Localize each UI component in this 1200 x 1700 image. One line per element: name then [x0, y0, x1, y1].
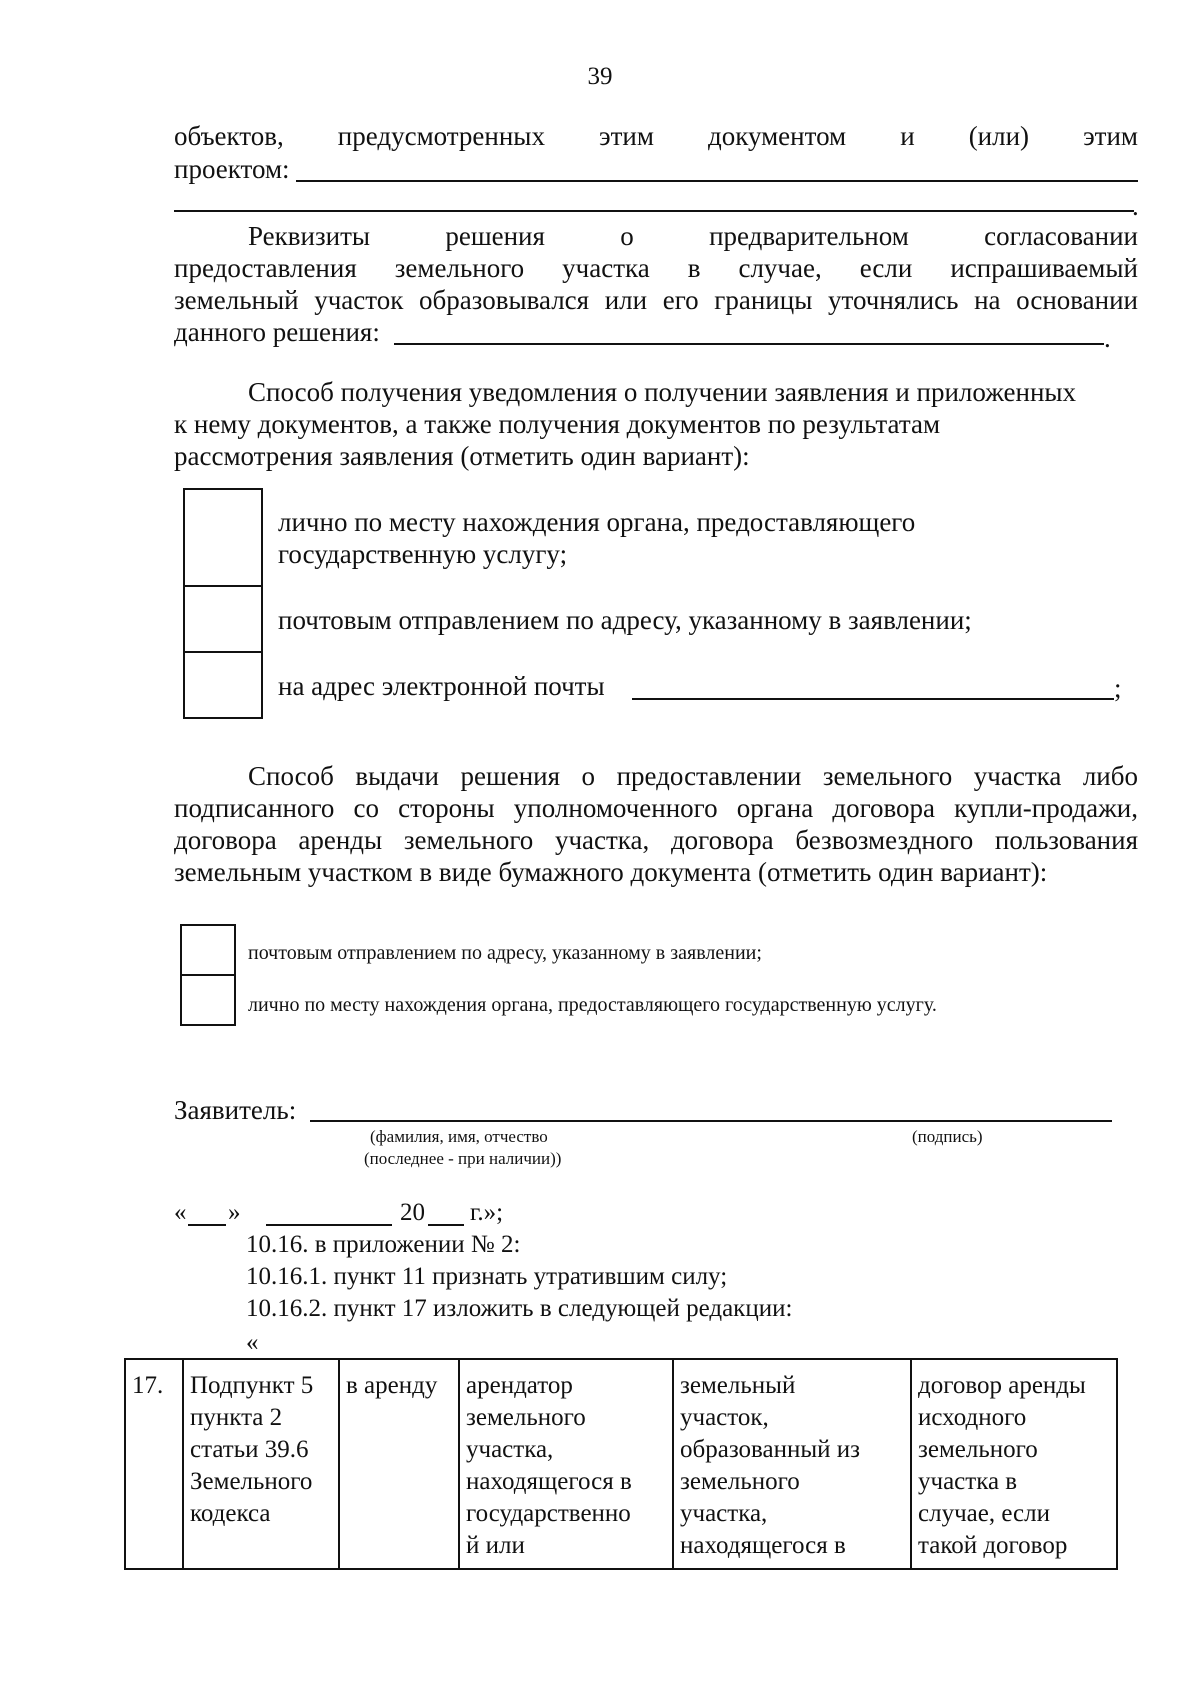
word: случае, — [738, 253, 822, 283]
caption-name-2: (последнее - при наличии)) — [364, 1149, 562, 1168]
project-fill-line-2 — [174, 210, 1134, 212]
option-email: на адрес электронной почты — [278, 671, 605, 701]
line: статьи 39.6 — [190, 1436, 309, 1463]
line: участка в — [918, 1468, 1018, 1495]
land-plot-table — [124, 1358, 1118, 1570]
word: Реквизиты — [248, 221, 371, 251]
caption-signature: (подпись) — [912, 1127, 983, 1146]
date-open-quote: « — [174, 1199, 187, 1226]
line: кодекса — [190, 1500, 271, 1527]
word: (или) — [968, 121, 1030, 151]
semicolon: ; — [1114, 673, 1122, 703]
requisites-line-2 — [174, 252, 1138, 284]
checkbox-email[interactable] — [183, 651, 263, 719]
date-year-suffix: г.»; — [470, 1199, 504, 1226]
caption-name-1: (фамилия, имя, отчество — [370, 1127, 548, 1146]
requisites-decision-label: данного решения: — [174, 317, 380, 347]
option-in-person-2: государственную услугу; — [278, 539, 568, 569]
line: участка, — [466, 1436, 554, 1463]
notification-line-2: к нему документов, а также получения документов по результатам — [174, 409, 941, 439]
word: участка — [562, 253, 650, 283]
line: земельный — [680, 1372, 796, 1399]
project-fill-line — [296, 180, 1138, 182]
line: такой договор — [918, 1532, 1068, 1559]
word: документом — [707, 121, 847, 151]
decision-fill-line — [394, 343, 1104, 345]
line: арендатор — [466, 1372, 573, 1399]
issuance-line-4: земельным участком в виде бумажного документа (отметить один вариант): — [174, 857, 1048, 887]
issue-option-post: почтовым отправлением по адресу, указанному в заявлении; — [248, 942, 762, 964]
applicant-label: Заявитель: — [174, 1095, 297, 1125]
cell-land-plot — [673, 1359, 911, 1569]
checkbox-post[interactable] — [183, 585, 263, 653]
page-number: 39 — [587, 63, 613, 90]
line: участок, — [680, 1404, 769, 1431]
line: образованный из — [680, 1436, 861, 1463]
line: земельного — [680, 1468, 800, 1495]
cell-applicant — [459, 1359, 673, 1569]
line: Подпункт 5 — [190, 1372, 314, 1399]
word: испрашиваемый — [950, 253, 1138, 283]
email-fill-line[interactable] — [632, 698, 1114, 700]
word: решения — [445, 221, 545, 251]
word: согласовании — [984, 221, 1138, 251]
line: случае, если — [918, 1500, 1051, 1527]
word: и — [900, 121, 915, 151]
cell-number — [125, 1359, 183, 1569]
period: . — [1104, 323, 1111, 353]
issuance-line-2: подписанного со стороны уполномоченного органа договора купли-продажи, — [174, 793, 1138, 823]
line: участка, — [680, 1500, 768, 1527]
objects-project-label: проектом: — [174, 154, 290, 184]
word: предусмотренных — [337, 121, 545, 151]
line: й или — [466, 1532, 525, 1559]
checkbox-issue-post[interactable] — [180, 924, 236, 976]
table-open-quote: « — [246, 1329, 259, 1356]
line: пункта 2 — [190, 1404, 283, 1431]
word: объектов, — [174, 121, 284, 151]
issuance-line-3: договора аренды земельного участка, договора безвозмездного пользования — [174, 825, 1138, 855]
objects-line-1 — [174, 120, 1138, 152]
option-in-person-1: лично по месту нахождения органа, предоставляющего — [278, 507, 916, 537]
period: . — [1132, 191, 1139, 221]
issue-option-in-person: лично по месту нахождения органа, предоставляющего государственную услугу. — [248, 994, 937, 1016]
issuance-line-1: Способ выдачи решения о предоставлении земельного участка либо — [248, 761, 1138, 791]
date-month-line[interactable] — [266, 1224, 392, 1226]
line: земельного — [918, 1436, 1038, 1463]
date-day-line[interactable] — [188, 1224, 226, 1226]
requisites-line-1 — [248, 220, 1138, 252]
date-year-prefix: 20 — [400, 1199, 425, 1226]
word: этим — [1083, 121, 1139, 151]
checkbox-issue-in-person[interactable] — [180, 974, 236, 1026]
word: о — [620, 221, 634, 251]
notification-line-3: рассмотрения заявления (отметить один вариант): — [174, 441, 750, 471]
word: если — [859, 253, 913, 283]
amendment-1: 10.16. в приложении № 2: — [246, 1231, 521, 1258]
line: в аренду — [346, 1372, 438, 1399]
amendment-3: 10.16.2. пункт 17 изложить в следующей редакции: — [246, 1295, 793, 1322]
applicant-fill-line[interactable] — [310, 1120, 1112, 1122]
cell-legal-basis — [183, 1359, 339, 1569]
date-year-line[interactable] — [428, 1224, 464, 1226]
amendment-2: 10.16.1. пункт 11 признать утратившим силу; — [246, 1263, 728, 1290]
word: предоставления земельного — [174, 253, 525, 283]
notification-line-1: Способ получения уведомления о получении заявления и приложенных — [248, 377, 1077, 407]
word: в — [687, 253, 701, 283]
line: Земельного — [190, 1468, 313, 1495]
line: находящегося в — [680, 1532, 846, 1559]
option-post: почтовым отправлением по адресу, указанному в заявлении; — [278, 605, 972, 635]
date-close-quote: » — [228, 1199, 241, 1226]
line: исходного — [918, 1404, 1027, 1431]
table-row — [125, 1359, 1117, 1569]
cell-right-type — [339, 1359, 459, 1569]
line: государственно — [466, 1500, 631, 1527]
checkbox-in-person[interactable] — [183, 488, 263, 587]
word: этим — [599, 121, 654, 151]
row-number: 17. — [132, 1372, 164, 1399]
cell-documents — [911, 1359, 1117, 1569]
line: договор аренды — [918, 1372, 1086, 1399]
word: предварительном — [709, 221, 909, 251]
line: земельного — [466, 1404, 586, 1431]
requisites-line-3: земельный участок образовывался или его границы уточнялись на основании — [174, 285, 1138, 315]
line: находящегося в — [466, 1468, 632, 1495]
